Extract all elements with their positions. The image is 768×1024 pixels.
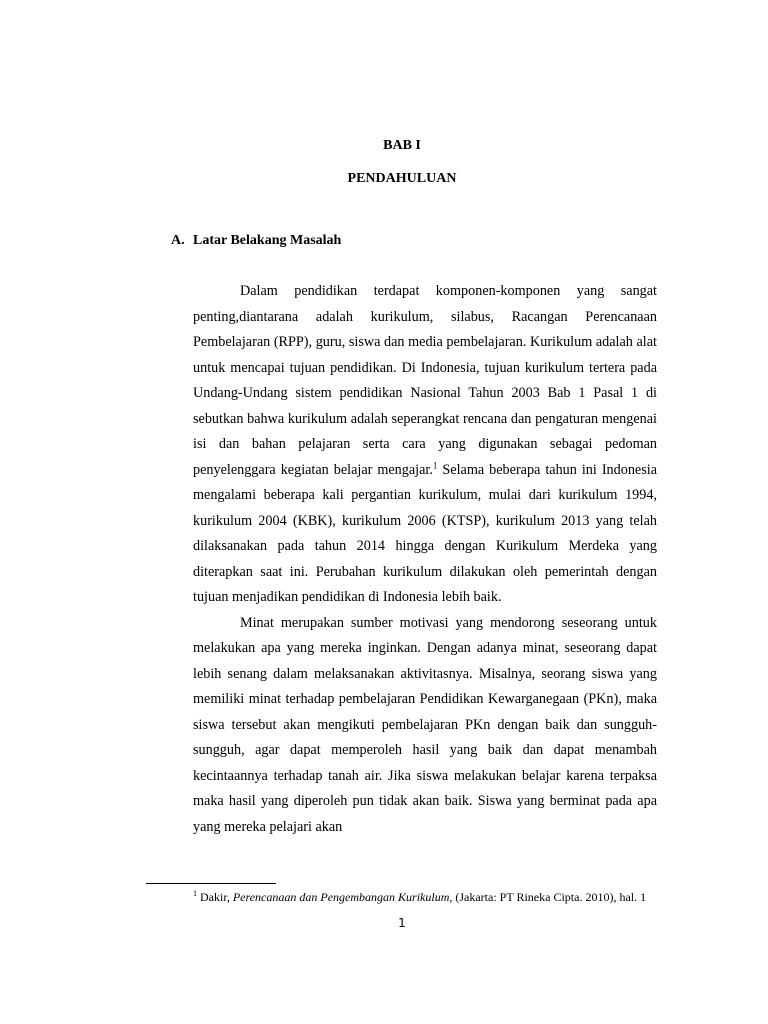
section-marker: A.: [171, 233, 185, 248]
footnote-book-title: Perencanaan dan Pengembangan Kurikulum: [232, 890, 450, 904]
footnote-separator: [146, 883, 276, 884]
footnote-number: 1: [193, 889, 197, 898]
footnote: [146, 887, 657, 908]
page-number: 1: [398, 916, 406, 930]
chapter-number: BAB I: [383, 138, 421, 153]
body-text: [193, 279, 657, 840]
footnote-publication: , (Jakarta: PT Rineka Cipta. 2010), hal. 1: [449, 890, 647, 904]
footnote-author: Dakir,: [197, 890, 233, 904]
paragraph-2: Minat merupakan sumber motivasi yang mendorong seseorang untuk melakukan apa yang mereka inginkan. Dengan adanya minat, seseorang dapat lebih senang dalam melaksanakan aktivitasnya. Misalnya, seorang siswa yang memiliki minat terhadap pembelajaran Pendidikan Kewarganegaan (PKn), maka siswa tersebut akan mengikuti pembelajaran PKn dengan baik dan sungguh-sungguh, agar dapat memperoleh hasil yang baik dan dapat menambah kecintaannya terhadap tanah air. Jika siswa melakukan belajar karena terpaksa maka hasil yang diperoleh pun tidak akan baik. Siswa yang berminat pada apa yang mereka pelajari akan: [193, 614, 657, 835]
paragraph-1-text-before-note: Dalam pendidikan terdapat komponen-komponen yang sangat penting,diantarana adalah kurikulum, silabus, Racangan Perencanaan Pembelajaran (RPP), guru, siswa dan media pembelajaran. Kurikulum adalah alat untuk mencapai tujuan pendidikan. Di Indonesia, tujuan kurikulum tertera pada Undang-Undang sistem pendidikan Nasional Tahun 2003 Bab 1 Pasal 1 di sebutkan bahwa kurikulum adalah seperangkat rencana dan pengaturan mengenai isi dan bahan pelajaran serta cara yang digunakan sebagai pedoman penyelenggara kegiatan belajar mengajar.: [193, 283, 657, 478]
chapter-title: PENDAHULUAN: [347, 171, 457, 186]
paragraph-1-text-after-note: Selama beberapa tahun ini Indonesia mengalami beberapa kali pergantian kurikulum, mulai dari kurikulum 1994, kurikulum 2004 (KBK), kurikulum 2006 (KTSP), kurikulum 2013 yang telah dilaksanakan pada tahun 2014 hingga dengan Kurikulum Merdeka yang diterapkan saat ini. Perubahan kurikulum dilakukan oleh pemerintah dengan tujuan menjadikan pendidikan di Indonesia lebih baik.: [193, 461, 657, 605]
paragraph-1: [193, 279, 657, 611]
footnote-reference: 1: [432, 459, 438, 470]
section-title: Latar Belakang Masalah: [193, 233, 342, 248]
section-heading: [171, 233, 341, 249]
